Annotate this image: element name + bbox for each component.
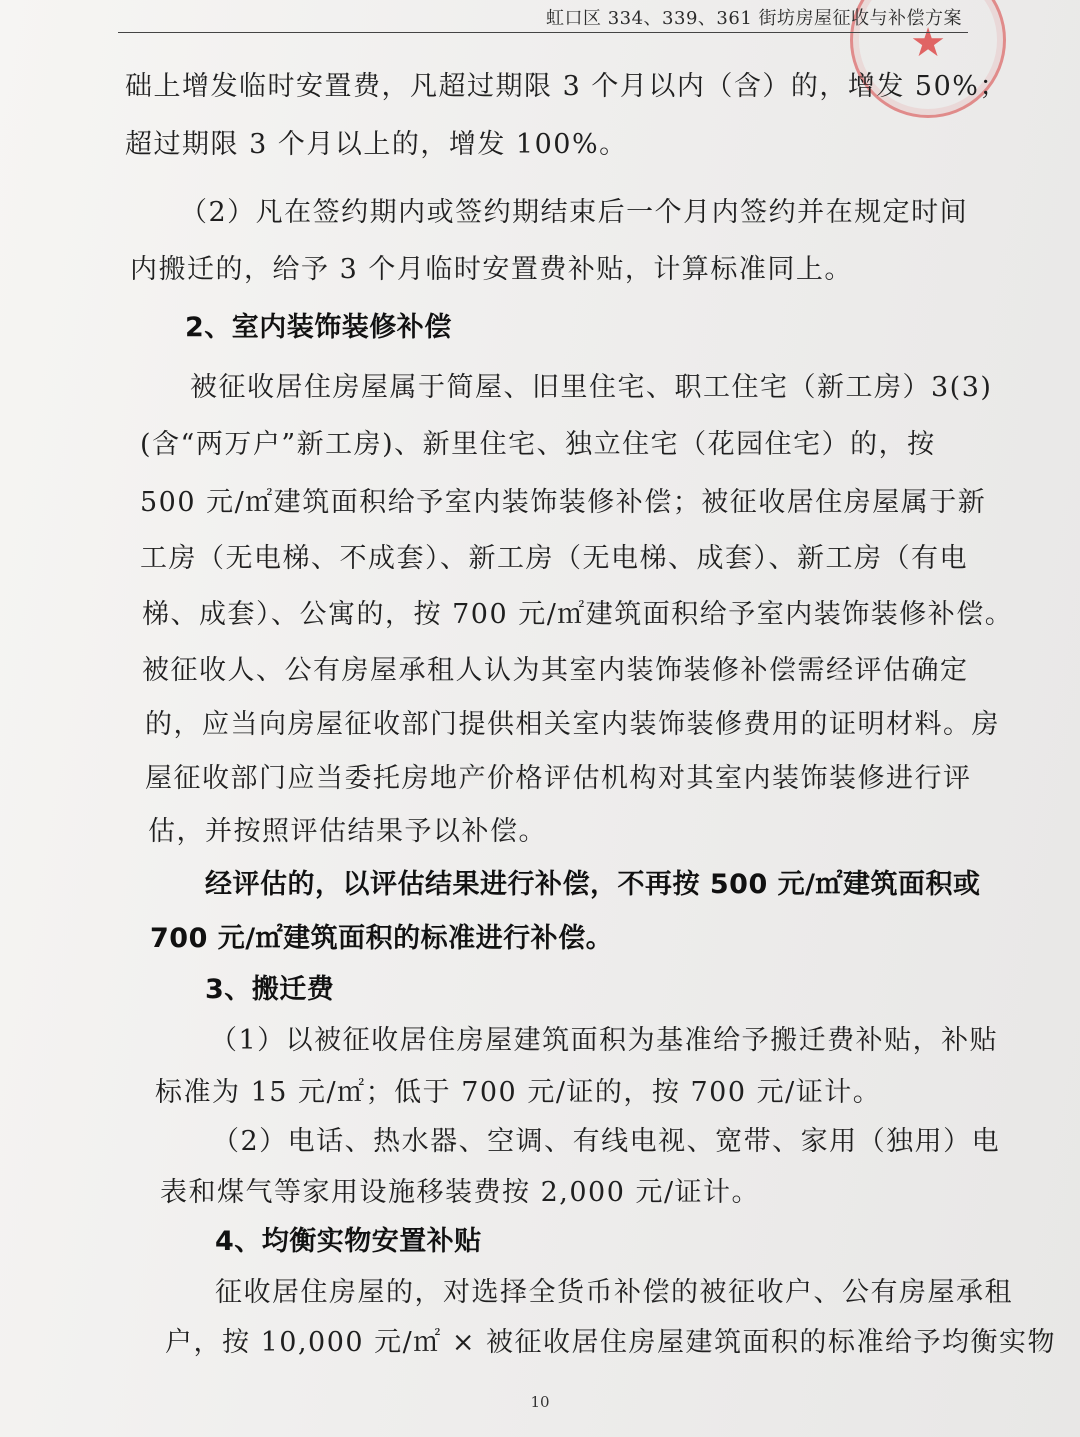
- text-line: 户，按 10,000 元/㎡ × 被征收居住房屋建筑面积的标准给予均衡实物: [165, 1327, 1057, 1358]
- seal-star-icon: ★: [910, 20, 946, 66]
- section-heading: 3、搬迁费: [205, 974, 335, 1005]
- text-line: （1）以被征收居住房屋建筑面积为基准给予搬迁费补贴，补贴: [210, 1025, 999, 1056]
- text-line: 征收居住房屋的，对选择全货币补偿的被征收户、公有房屋承租: [215, 1277, 1013, 1308]
- text-line: 标准为 15 元/㎡；低于 700 元/证的，按 700 元/证计。: [155, 1077, 882, 1108]
- text-line: （2）电话、热水器、空调、有线电视、宽带、家用（独用）电: [212, 1126, 1001, 1157]
- text-line: 工房（无电梯、不成套）、新工房（无电梯、成套）、新工房（有电: [140, 543, 968, 574]
- text-line: 础上增发临时安置费，凡超过期限 3 个月以内（含）的，增发 50%；: [125, 71, 1008, 102]
- text-line: 梯、成套）、公寓的，按 700 元/㎡建筑面积给予室内装饰装修补偿。: [142, 599, 1014, 630]
- text-line: 被征收居住房屋属于简屋、旧里住宅、职工住宅（新工房）3(3): [190, 372, 993, 403]
- text-line: （2）凡在签约期内或签约期结束后一个月内签约并在规定时间: [180, 197, 969, 228]
- text-line: (含“两万户”新工房)、新里住宅、独立住宅（花园住宅）的，按: [140, 429, 936, 460]
- emphasis-line: 经评估的，以评估结果进行补偿，不再按 500 元/㎡建筑面积或: [205, 869, 981, 900]
- text-line: 500 元/㎡建筑面积给予室内装饰装修补偿；被征收居住房屋属于新: [140, 487, 987, 518]
- text-line: 表和煤气等家用设施移装费按 2,000 元/证计。: [160, 1177, 761, 1208]
- text-line: 屋征收部门应当委托房地产价格评估机构对其室内装饰装修进行评: [145, 763, 972, 794]
- emphasis-line: 700 元/㎡建筑面积的标准进行补偿。: [150, 923, 614, 954]
- text-line: 内搬迁的，给予 3 个月临时安置费补贴，计算标准同上。: [130, 254, 853, 285]
- text-line: 超过期限 3 个月以上的，增发 100%。: [125, 129, 628, 160]
- text-line: 被征收人、公有房屋承租人认为其室内装饰装修补偿需经评估确定: [142, 655, 969, 686]
- section-heading: 2、室内装饰装修补偿: [185, 312, 452, 343]
- header-divider: [118, 32, 968, 33]
- text-line: 估，并按照评估结果予以补偿。: [148, 816, 547, 847]
- page-header: 虹口区 334、339、361 街坊房屋征收与补偿方案: [545, 8, 962, 29]
- section-heading: 4、均衡实物安置补贴: [215, 1226, 482, 1257]
- text-line: 的，应当向房屋征收部门提供相关室内装饰装修费用的证明材料。房: [145, 709, 1000, 740]
- page-number: 10: [530, 1393, 550, 1411]
